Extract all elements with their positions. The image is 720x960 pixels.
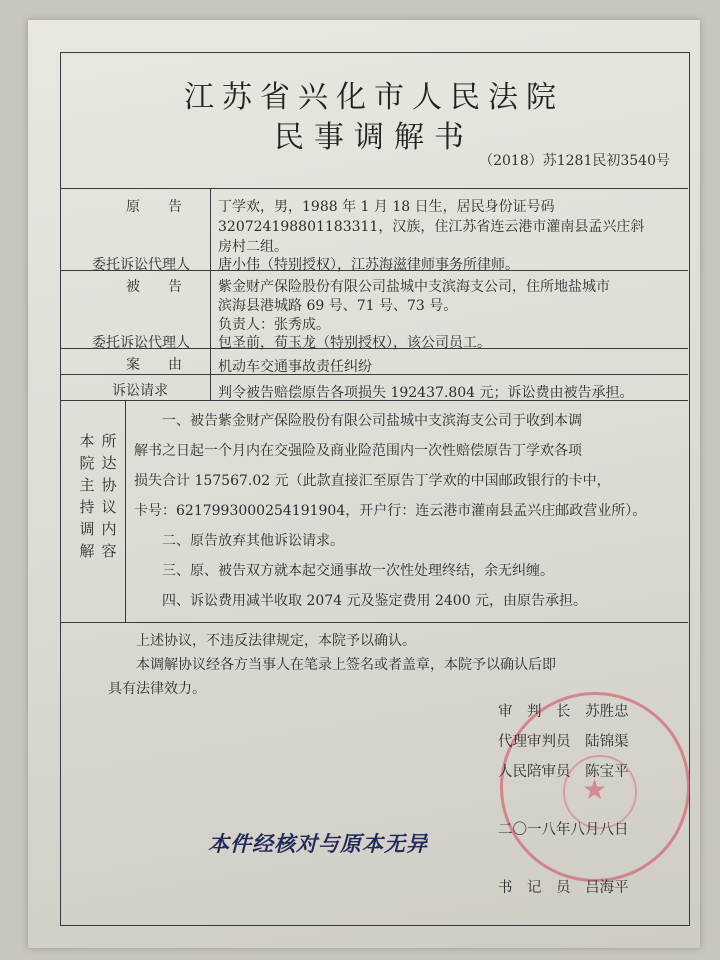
agreement-item-1: 解书之日起一个月内在交强险及商业险范围内一次性赔偿原告丁学欢各项: [134, 443, 582, 459]
signature-name: 陈宝平: [585, 764, 629, 780]
presiding-judge: [498, 700, 629, 721]
plaintiff-info-line: 丁学欢，男，1988 年 1 月 18 日生，居民身份证号码: [218, 199, 555, 215]
defendant-agent-text: 包圣前，荀玉龙（特别授权），该公司员工。: [218, 335, 491, 351]
signature-title: 代理审判员: [498, 734, 571, 750]
agreement-item-1: 损失合计 157567.02 元（此款直接汇至原告丁学欢的中国邮政银行的卡中，: [134, 473, 611, 489]
claim-label: 诉讼请求: [112, 383, 168, 399]
defendant-label: 被 告: [126, 279, 182, 295]
document-title: 民事调解书: [274, 120, 474, 155]
court-clerk: [498, 876, 629, 897]
signature-name: 陆锦渠: [585, 734, 629, 750]
handwritten-certification: 本件经核对与原本无异: [208, 831, 428, 856]
confirmation-text: 具有法律效力。: [108, 681, 206, 697]
agreement-item-4: 四、诉讼费用减半收取 2074 元及鉴定费用 2400 元，由原告承担。: [162, 593, 588, 609]
confirmation-text: 本调解协议经各方当事人在笔录上签名或者盖章，本院予以确认后即: [136, 657, 556, 673]
seal-star-icon: ★: [582, 773, 608, 806]
court-name: 江苏省兴化市人民法院: [184, 80, 564, 115]
confirmation-text: 上述协议，不违反法律规定，本院予以确认。: [136, 633, 416, 649]
agreement-item-1: 一、被告紫金财产保险股份有限公司盐城中支滨海支公司于收到本调: [162, 413, 582, 429]
document-date: 二〇一八年八月八日: [498, 822, 629, 838]
signature-name: 吕海平: [585, 880, 629, 896]
acting-judge: [498, 730, 629, 751]
defendant-info-line: 负责人：张秀成。: [218, 317, 330, 333]
signature-title: 审 判 长: [498, 704, 571, 720]
case-number: （2018）苏1281民初3540号: [479, 153, 670, 169]
agreement-item-3: 三、原、被告双方就本起交通事故一次性处理终结，余无纠缠。: [162, 563, 554, 579]
plaintiff-info-line: 320724198801183311，汉族，住江苏省连云港市灌南县孟兴庄斜: [218, 219, 645, 235]
claim-text: 判令被告赔偿原告各项损失 192437.804 元；诉讼费由被告承担。: [218, 385, 634, 401]
defendant-info-line: 紫金财产保险股份有限公司盐城中支滨海支公司，住所地盐城市: [218, 279, 610, 295]
agreement-bottom-line: [60, 622, 688, 623]
agreement-label-divider: [125, 400, 126, 622]
agreement-side-label: 所达协议内容: [101, 432, 117, 560]
agreement-item-1: 卡号：6217993000254191904，开户行：连云港市灌南县孟兴庄邮政营业所）。: [134, 503, 647, 519]
defendant-info-line: 滨海县港城路 69 号、71 号、73 号。: [218, 298, 458, 314]
row-divider: [60, 374, 688, 375]
agreement-item-2: 二、原告放弃其他诉讼请求。: [162, 533, 344, 549]
cause-label: 案 由: [126, 357, 182, 373]
table-column-divider: [210, 188, 211, 400]
plaintiff-agent-text: 唐小伟（特别授权），江苏海滋律师事务所律师。: [218, 257, 519, 273]
agreement-side-label: 本院主持调解: [79, 432, 95, 560]
defendant-agent-label: 委托诉讼代理人: [92, 335, 190, 351]
signature-name: 苏胜忠: [585, 704, 629, 720]
table-top-line: [60, 188, 688, 189]
cause-text: 机动车交通事故责任纠纷: [218, 359, 372, 375]
plaintiff-agent-label: 委托诉讼代理人: [92, 257, 190, 273]
signature-title: 人民陪审员: [498, 764, 571, 780]
plaintiff-info-line: 房村二组。: [218, 239, 288, 255]
people-juror: [498, 760, 629, 781]
plaintiff-label: 原 告: [126, 199, 182, 215]
signature-title: 书 记 员: [498, 880, 571, 896]
